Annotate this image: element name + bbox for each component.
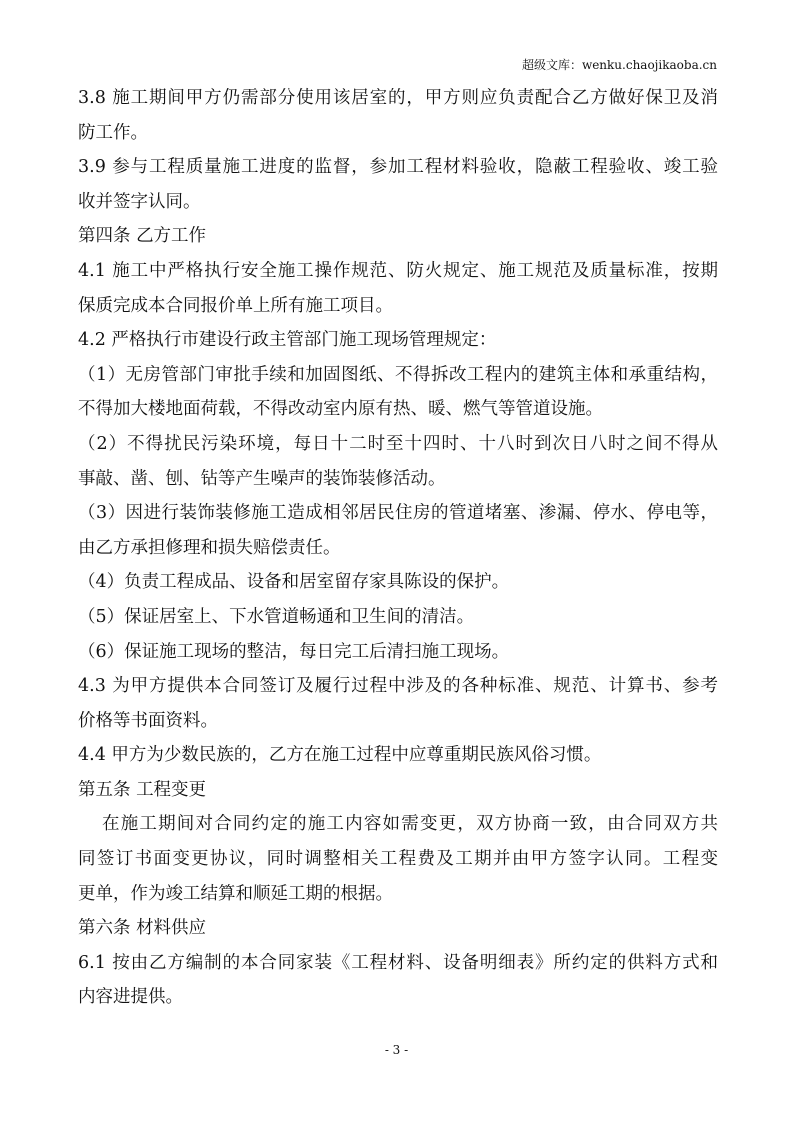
- paragraph: [78, 219, 718, 254]
- paragraph: [78, 807, 718, 911]
- text-line: 保质完成本合同报价单上所有施工项目。: [78, 295, 393, 316]
- paragraph: [78, 427, 718, 496]
- paragraph: [78, 565, 718, 600]
- text-line: 在施工期间对合同约定的施工内容如需变更，双方协商一致，由合同双方共: [102, 814, 718, 835]
- paragraph: [78, 496, 718, 565]
- text-line: 4.4 甲方为少数民族的，乙方在施工过程中应尊重期民族风俗习惯。: [78, 745, 602, 766]
- text-line: 第四条 乙方工作: [78, 226, 207, 247]
- text-line: 4.3 为甲方提供本合同签订及履行过程中涉及的各种标准、规范、计算书、参考: [78, 676, 718, 697]
- text-line: 由乙方承担修理和损失赔偿责任。: [78, 537, 341, 558]
- text-line: 防工作。: [78, 122, 148, 143]
- text-line: 4.2 严格执行市建设行政主管部门施工现场管理规定：: [78, 330, 497, 351]
- paragraph: [78, 150, 718, 219]
- paragraph: [78, 669, 718, 738]
- text-line: 不得加大楼地面荷载，不得改动室内原有热、暖、燃气等管道设施。: [78, 399, 603, 420]
- paragraph: [78, 358, 718, 427]
- text-line: （6）保证施工现场的整洁，每日完工后清扫施工现场。: [78, 641, 510, 662]
- text-line: 收并签字认同。: [78, 191, 201, 212]
- text-line: 3.8 施工期间甲方仍需部分使用该居室的，甲方则应负责配合乙方做好保卫及消: [78, 88, 718, 108]
- paragraph: [78, 911, 718, 946]
- document-body: [78, 81, 718, 1015]
- paragraph: [78, 254, 718, 323]
- text-line: 同签订书面变更协议，同时调整相关工程费及工期并由甲方签字认同。工程变: [78, 849, 718, 870]
- text-line: 第六条 材料供应: [78, 918, 207, 939]
- text-line: （5）保证居室上、下水管道畅通和卫生间的清洁。: [78, 606, 475, 627]
- text-line: （2）不得扰民污染环境，每日十二时至十四时、十八时到次日八时之间不得从: [78, 433, 718, 454]
- page-number: - 3 -: [384, 1043, 409, 1057]
- paragraph: [78, 773, 718, 808]
- text-line: 更单，作为竣工结算和顺延工期的根据。: [78, 883, 393, 904]
- text-line: 6.1 按由乙方编制的本合同家装《工程材料、设备明细表》所约定的供料方式和: [78, 952, 718, 973]
- text-line: 价格等书面资料。: [78, 710, 218, 731]
- text-line: 4.1 施工中严格执行安全施工操作规范、防火规定、施工规范及质量标准，按期: [78, 260, 718, 281]
- text-line: 3.9 参与工程质量施工进度的监督，参加工程材料验收，隐蔽工程验收、竣工验: [78, 157, 718, 178]
- paragraph: [78, 81, 718, 150]
- paragraph: [78, 600, 718, 635]
- text-line: 事敲、凿、刨、钻等产生噪声的装饰装修活动。: [78, 468, 446, 489]
- text-line: 内容进提供。: [78, 987, 183, 1008]
- paragraph: [78, 946, 718, 1015]
- text-line: （3）因进行装饰装修施工造成相邻居民住房的管道堵塞、渗漏、停水、停电等，: [78, 503, 718, 524]
- text-line: （1）无房管部门审批手续和加固图纸、不得拆改工程内的建筑主体和承重结构，: [78, 364, 718, 385]
- page-header: 超级文库：wenku.chaojikaoba.cn: [521, 58, 717, 72]
- text-line: 第五条 工程变更: [78, 779, 207, 800]
- paragraph: [78, 738, 718, 773]
- paragraph: [78, 323, 718, 358]
- paragraph: [78, 635, 718, 670]
- text-line: （4）负责工程成品、设备和居室留存家具陈设的保护。: [78, 572, 510, 593]
